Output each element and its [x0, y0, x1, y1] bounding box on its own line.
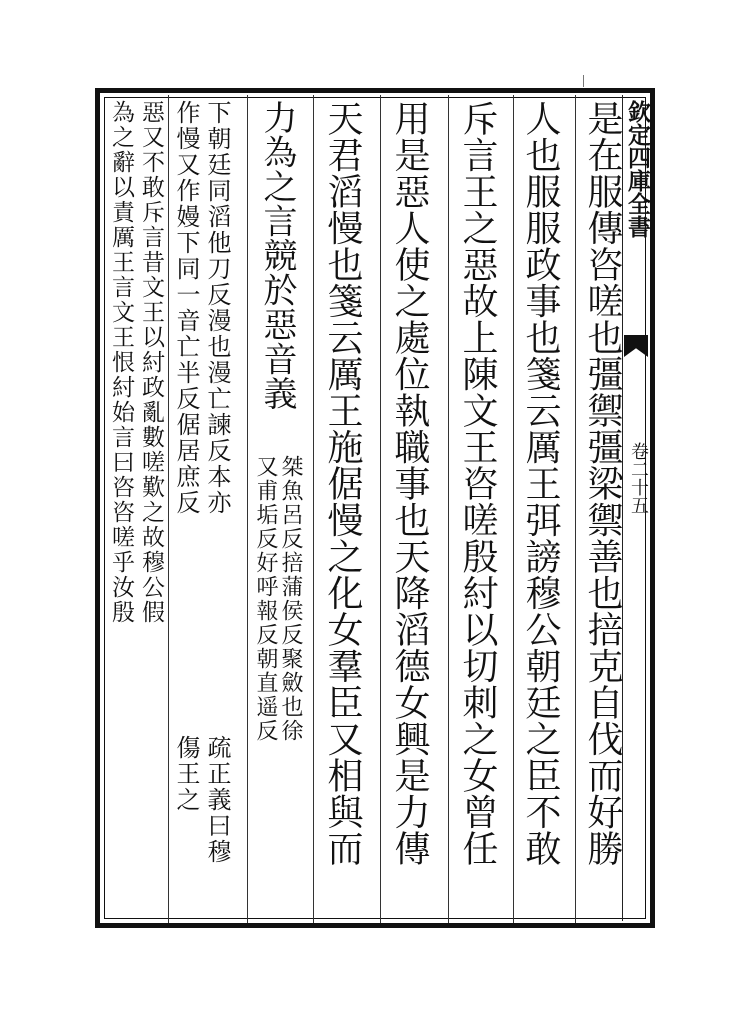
column-separator: [168, 95, 169, 923]
annotation-column-6a: 桀魚呂反掊蒲侯反聚斂也徐: [278, 455, 303, 743]
annotation-column-8a: 疏正義曰穆: [203, 735, 231, 865]
column-separator: [247, 95, 248, 923]
annotation-column-9b: 為之辭以責厲王言文王恨紂始言曰咨咨嗟乎汝殷: [108, 100, 134, 625]
column-separator: [313, 95, 314, 923]
text-column-3: 斥言王之惡故上陳文王咨嗟殷紂以切刺之女曾任: [457, 100, 498, 867]
text-column-2: 人也服服政事也箋云厲王弭謗穆公朝廷之臣不敢: [520, 100, 561, 867]
column-separator: [380, 95, 381, 923]
text-column-6-main: 力為之言競於惡音義: [257, 100, 297, 411]
text-column-4: 用是惡人使之處位執職事也天降滔德女興是力傳: [389, 100, 430, 867]
annotation-column-8b: 傷王之: [172, 735, 200, 813]
annotation-column-7b: 作慢又作嫚下同一音亡半反倨居庶反: [172, 100, 200, 516]
column-separator: [575, 95, 576, 923]
column-separator: [448, 95, 449, 923]
text-column-5: 天君滔慢也箋云厲王施倨慢之化女羣臣又相與而: [322, 100, 363, 867]
annotation-column-9a: 惡又不敢斥言昔文王以紂政亂數嗟歎之故穆公假: [138, 100, 164, 625]
book-title: 欽定四庫全書: [624, 100, 651, 238]
annotation-column-6b: 又甫垢反好呼報反朝直遥反: [253, 455, 278, 743]
text-column-1: 是在服傳咨嗟也彊禦彊梁禦善也掊克自伐而好勝: [582, 100, 623, 867]
column-separator: [513, 95, 514, 923]
volume-label: 卷二十五: [628, 442, 649, 514]
annotation-column-7a: 下朝廷同滔他刀反漫也漫亡諫反本亦: [203, 100, 231, 516]
page-edge-mark: [583, 75, 584, 87]
